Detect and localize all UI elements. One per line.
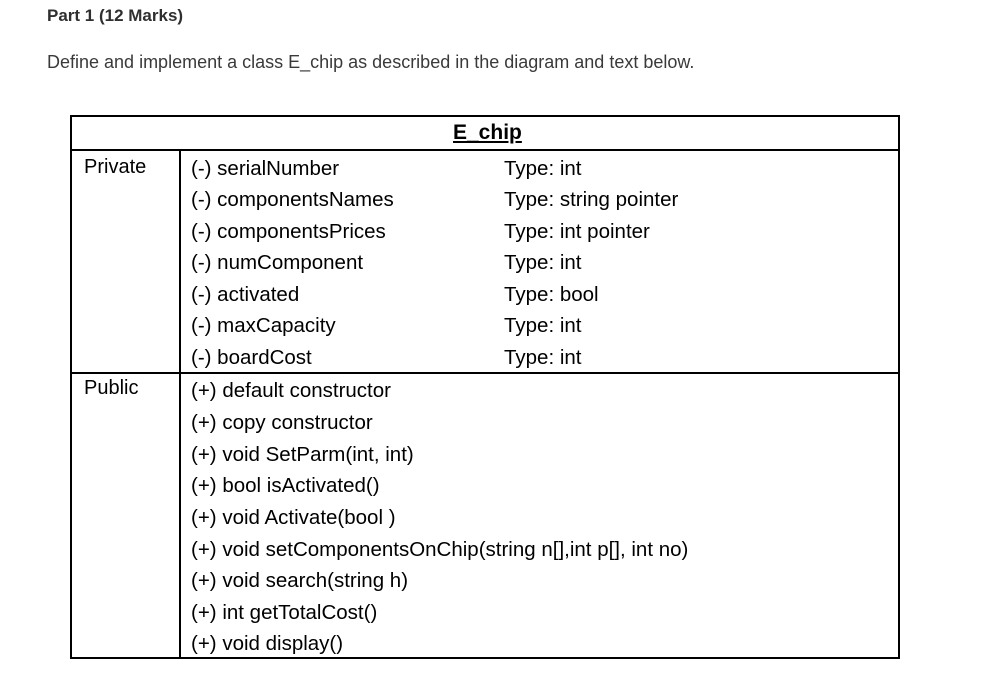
part-heading: Part 1 (12 Marks) xyxy=(47,6,184,25)
attribute-name: (-) activated xyxy=(191,283,300,306)
attribute-name: (-) serialNumber xyxy=(191,157,340,180)
private-label: Private xyxy=(84,156,147,178)
method: (+) void Activate(bool ) xyxy=(191,506,396,529)
attribute-name: (-) componentsPrices xyxy=(191,220,386,243)
method: (+) copy constructor xyxy=(191,411,373,434)
class-name: E_chip xyxy=(453,121,522,144)
uml-class-diagram xyxy=(70,115,900,659)
method: (+) void search(string h) xyxy=(191,569,409,592)
attribute-type: Type: int pointer xyxy=(504,220,650,243)
attribute-type: Type: int xyxy=(504,157,582,180)
column-divider xyxy=(179,149,181,659)
instruction-text: Define and implement a class E_chip as described in the diagram and text below. xyxy=(47,52,695,72)
attribute-name: (-) numComponent xyxy=(191,251,364,274)
method: (+) void SetParm(int, int) xyxy=(191,443,414,466)
method: (+) void setComponentsOnChip(string n[],int p[], int no) xyxy=(191,538,689,561)
attribute-type: Type: bool xyxy=(504,283,599,306)
method: (+) default constructor xyxy=(191,379,391,402)
public-label: Public xyxy=(84,377,139,399)
method: (+) int getTotalCost() xyxy=(191,601,378,624)
attribute-name: (-) boardCost xyxy=(191,346,312,369)
method: (+) bool isActivated() xyxy=(191,474,380,497)
method: (+) void display() xyxy=(191,632,344,655)
attribute-type: Type: int xyxy=(504,346,582,369)
attribute-type: Type: int xyxy=(504,314,582,337)
attribute-type: Type: string pointer xyxy=(504,188,679,211)
uml-title-row xyxy=(72,117,898,151)
section-divider xyxy=(72,372,898,374)
attribute-name: (-) componentsNames xyxy=(191,188,394,211)
attribute-name: (-) maxCapacity xyxy=(191,314,336,337)
attribute-type: Type: int xyxy=(504,251,582,274)
